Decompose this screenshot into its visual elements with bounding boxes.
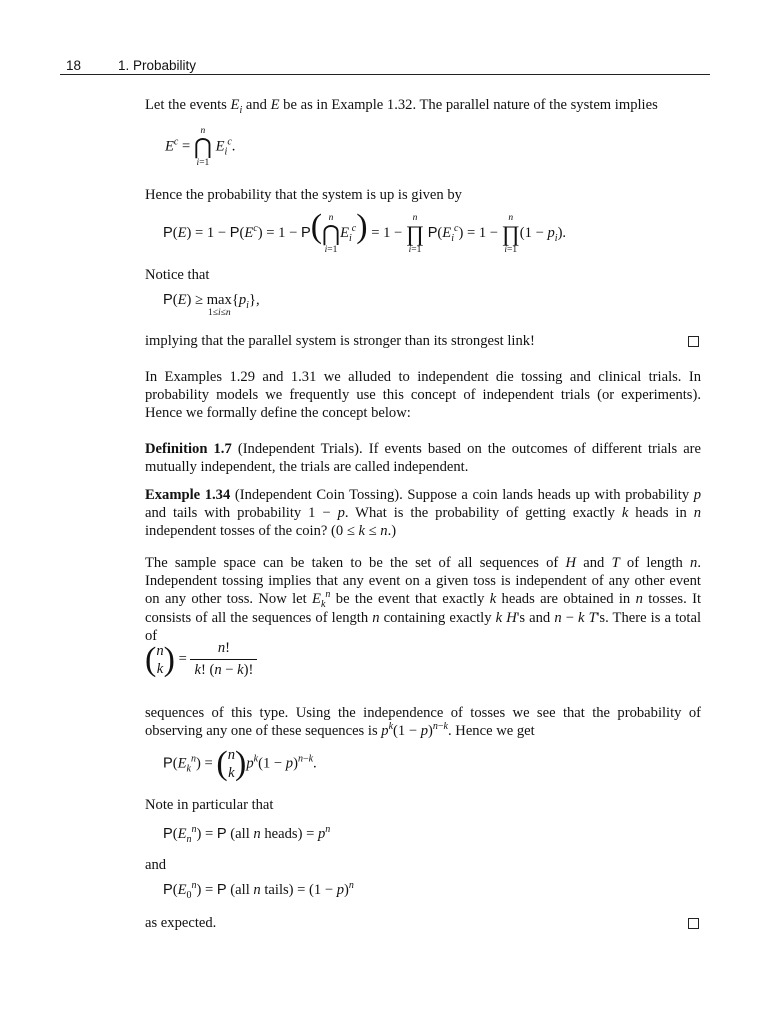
paragraph-8: Note in particular that bbox=[145, 797, 274, 813]
paragraph-9: and bbox=[145, 857, 167, 873]
paragraph-7: sequences of this type. Using the independence of tosses we see that the probability of observing any one of these sequences is $p^k(1 - p)^{n-k}$. Hence we get bbox=[145, 705, 701, 740]
equation-5: $P(E_k^n) = (n$ $k)p^k(1 - p)^{n-k}$. bbox=[163, 745, 317, 782]
equation-6: $P(E_n^n) = P$ (all n heads) = $p^n$ bbox=[163, 824, 331, 845]
paragraph-2: Hence the probability that the system is up is given by bbox=[145, 187, 462, 203]
paragraph-4: implying that the parallel system is stronger than its strongest link! bbox=[145, 333, 535, 349]
paragraph-3: Notice that bbox=[145, 267, 210, 283]
paragraph-10: as expected. bbox=[145, 915, 217, 931]
equation-2: $P(E) = 1 - P(E^c) = 1 - P$( n ⋂ i=1 $E_i^c) = 1$ − n ∏ i=1 $P(E_i^c) = 1$ − n ∏ i=1 $(1 - p_i)$. bbox=[163, 208, 567, 255]
qed-box-2 bbox=[688, 918, 699, 929]
equation-7: $P(E_0^n) = P$ (all n tails) = $(1 - p)^n$ bbox=[163, 880, 354, 901]
qed-box bbox=[688, 336, 699, 347]
paragraph-1: Let the events $E_i$ and E be as in Example 1.32. The parallel nature of the system implies bbox=[145, 97, 658, 116]
running-header: 1. Probability bbox=[118, 58, 197, 73]
paragraph-6: The sample space can be taken to be the set of all sequences of H and T of length n. Independent tossing implies that any event on a given toss is independent of any other event on any other toss. Now let $E_k^n$ be the event that exactly k heads are obtained in n tosses. It consists of all the sequences of length n containing exactly k H's and n − k T's. There is a total of bbox=[145, 555, 702, 644]
example-1-34: Example 1.34 (Independent Coin Tossing). Suppose a coin lands heads up with probability p and tails with probability 1 − p. What is the probability of getting exactly k heads in n independent tosses of the coin? (0 ≤ k ≤ n.) bbox=[145, 487, 701, 540]
page-number: 18 bbox=[66, 58, 82, 73]
definition-1-7: Definition 1.7 (Independent Trials). If events based on the outcomes of different trials are mutually independent, the trials are called independent. bbox=[145, 441, 702, 476]
equation-3: P(E) ≥ max 1≤i≤n $\{p_i\}$, bbox=[163, 292, 260, 318]
equation-4: (n k) = $\frac{n!}{k! (n - k)!}$ bbox=[145, 640, 257, 679]
equation-1: $E^c$ = n ⋂ i=1 $E_i^c$. bbox=[165, 126, 236, 168]
header-rule bbox=[60, 74, 710, 75]
paragraph-5: In Examples 1.29 and 1.31 we alluded to independent die tossing and clinical trials. In probability models we frequently use this concept of independent trials (or experiments). Hence we formally define the concept below: bbox=[145, 369, 701, 422]
